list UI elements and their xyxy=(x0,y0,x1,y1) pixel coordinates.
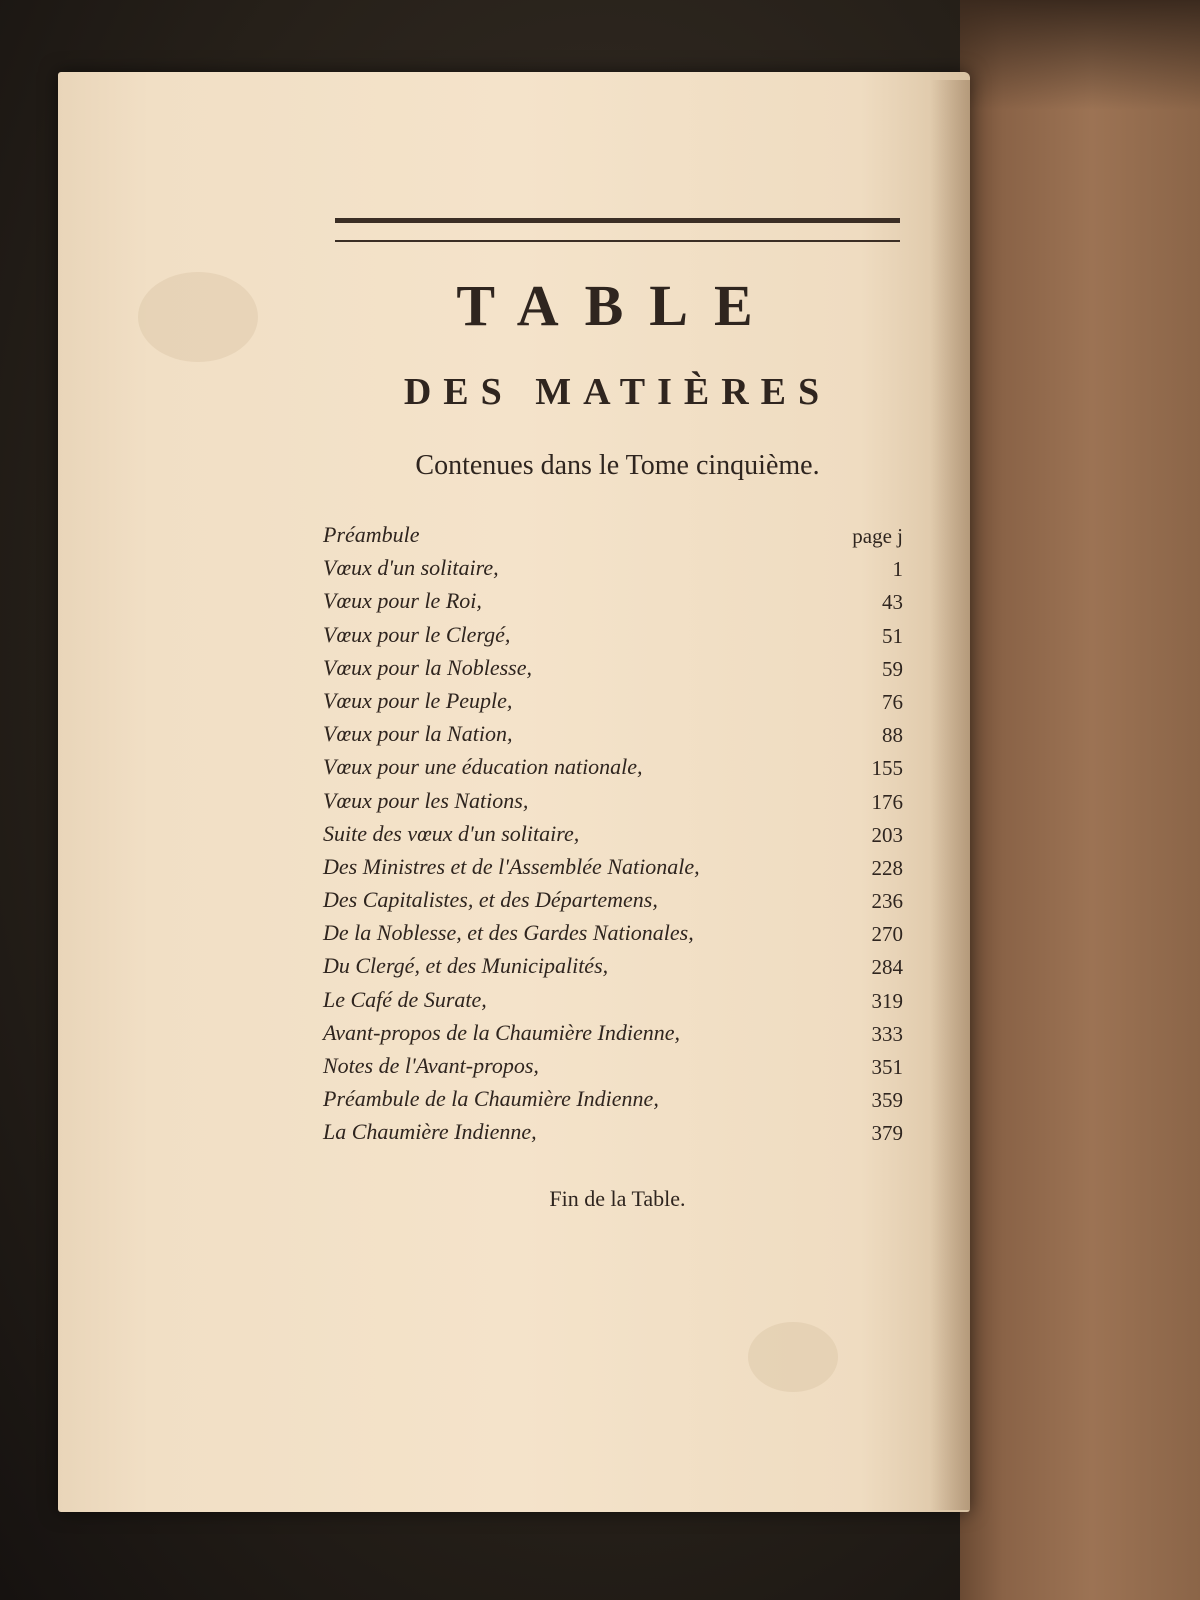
toc-entry xyxy=(323,784,903,817)
toc-entry-title: La Chaumière Indienne, xyxy=(323,1119,537,1145)
cover-shadow xyxy=(960,0,1200,110)
toc-entry xyxy=(323,551,903,584)
toc-entry xyxy=(323,817,903,850)
toc-entry-title: Notes de l'Avant-propos, xyxy=(323,1053,539,1078)
toc-entry-page: 176 xyxy=(871,789,903,814)
toc-entry-title: Des Capitalistes, et des Départemens, xyxy=(323,887,658,913)
end-note: Fin de la Table. xyxy=(549,1186,686,1211)
volume-heading: Contenues dans le Tome cinquième. xyxy=(415,450,820,481)
toc-entry-page: 270 xyxy=(871,922,903,947)
toc-entry-title: Vœux pour le Peuple, xyxy=(323,687,513,713)
toc-entry-title: Vœux d'un solitaire, xyxy=(323,555,499,581)
toc-entry-page: 155 xyxy=(871,756,903,781)
toc-entry xyxy=(323,1016,903,1049)
toc-entry-page: 203 xyxy=(871,822,903,847)
toc-entry xyxy=(323,983,903,1016)
toc-entry-title: Vœux pour le Clergé, xyxy=(323,621,511,647)
toc-entry-title: Vœux pour une éducation nationale, xyxy=(323,754,643,780)
decorative-rule xyxy=(335,218,900,223)
toc-entry-page: 379 xyxy=(871,1121,903,1146)
toc-entry xyxy=(323,1049,903,1082)
toc-entry xyxy=(323,949,903,982)
toc-entry-title: Vœux pour la Nation, xyxy=(323,721,513,747)
toc-entry-page: 51 xyxy=(882,623,903,648)
toc-entry-title: Vœux pour la Noblesse, xyxy=(323,654,532,680)
page-title: TABLE xyxy=(456,273,779,338)
toc-entry-title: Des Ministres et de l'Assemblée Nationale, xyxy=(323,853,700,879)
toc-entry-title: Le Café de Surate, xyxy=(323,986,487,1012)
toc-entry-page: 1 xyxy=(892,557,903,582)
toc-entry-title: Vœux pour les Nations, xyxy=(323,787,529,813)
toc-entry-page: page j xyxy=(852,524,903,548)
toc-entry-page: 88 xyxy=(882,723,903,748)
toc-entry-page: 236 xyxy=(871,889,903,914)
toc-entry-page: 43 xyxy=(882,590,903,615)
toc-entry xyxy=(323,1082,903,1115)
toc-entry-title: Vœux pour le Roi, xyxy=(323,588,482,614)
toc-entry-title: Avant-propos de la Chaumière Indienne, xyxy=(323,1019,681,1045)
toc-entry-page: 319 xyxy=(871,988,903,1013)
toc-entry xyxy=(323,1115,903,1148)
toc-entry-page: 76 xyxy=(882,689,903,714)
toc-entry xyxy=(323,850,903,883)
toc-entry-title: De la Noblesse, et des Gardes Nationales, xyxy=(323,920,694,946)
toc-entry xyxy=(323,750,903,783)
toc-entry-page: 351 xyxy=(871,1055,903,1079)
paper-stain xyxy=(138,272,258,362)
table-of-contents xyxy=(323,518,903,1149)
book-cover xyxy=(960,0,1200,1600)
toc-entry-title: Préambule de la Chaumière Indienne, xyxy=(323,1086,659,1112)
toc-entry-page: 228 xyxy=(871,855,903,880)
toc-entry xyxy=(323,883,903,916)
page-subtitle: DES MATIÈRES xyxy=(403,371,832,413)
toc-entry xyxy=(323,651,903,684)
toc-entry xyxy=(323,916,903,949)
toc-entry xyxy=(323,518,903,551)
page-gutter xyxy=(930,80,970,1510)
toc-entry xyxy=(323,717,903,750)
toc-entry-page: 359 xyxy=(871,1088,903,1113)
toc-entry-page: 284 xyxy=(871,955,903,980)
paper-stain xyxy=(748,1322,838,1392)
toc-entry xyxy=(323,584,903,617)
toc-entry-page: 59 xyxy=(882,656,903,681)
toc-entry-title: Suite des vœux d'un solitaire, xyxy=(323,820,580,846)
toc-entry-title: Du Clergé, et des Municipalités, xyxy=(323,953,609,979)
decorative-rule xyxy=(335,240,900,242)
toc-entry-title: Préambule xyxy=(323,522,420,547)
toc-entry-page: 333 xyxy=(871,1021,903,1046)
toc-entry xyxy=(323,618,903,651)
toc-entry xyxy=(323,684,903,717)
